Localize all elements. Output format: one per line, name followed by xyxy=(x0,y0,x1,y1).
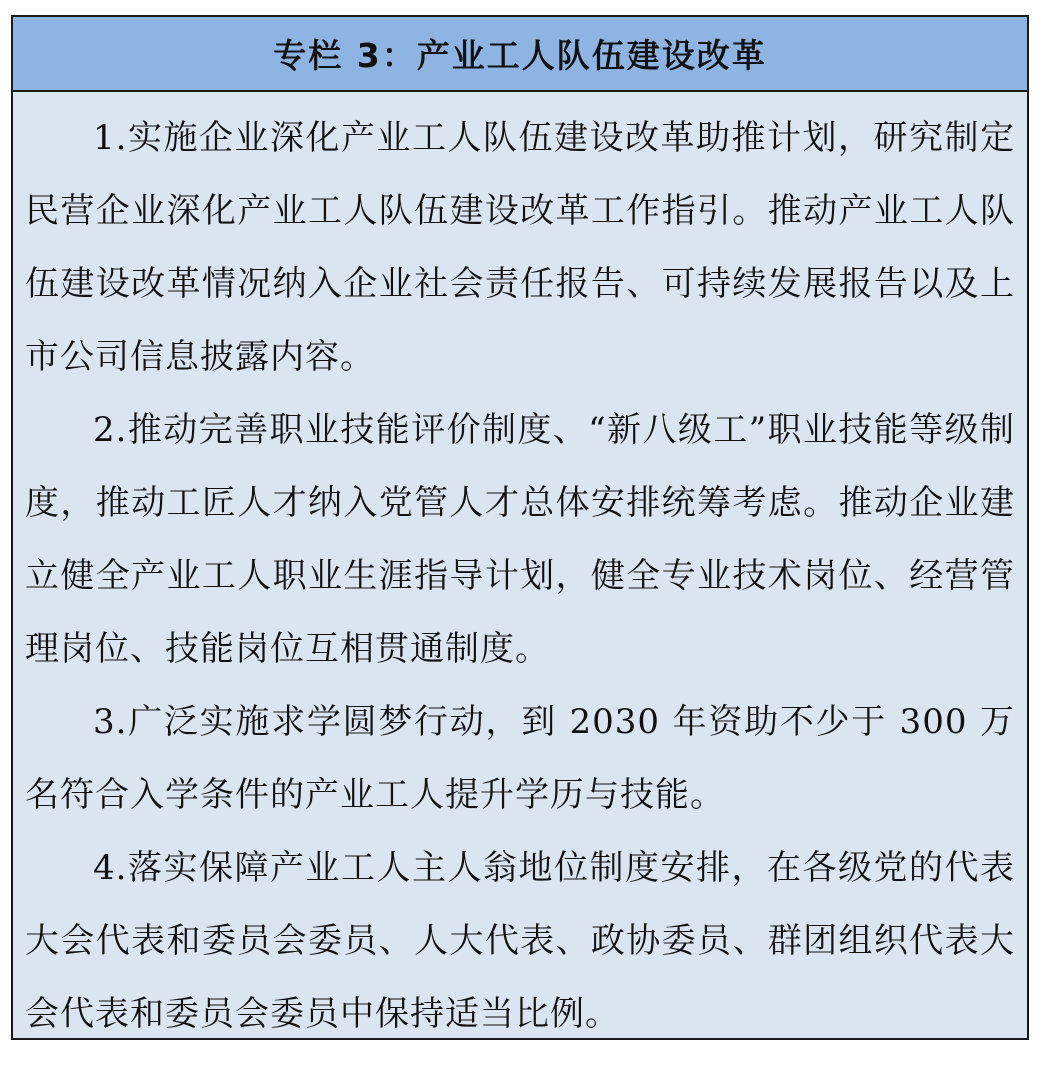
paragraph-3: 3.广泛实施求学圆梦行动，到 2030 年资助不少于 300 万名符合入学条件的产业工人提升学历与技能。 xyxy=(25,702,1015,815)
column-body xyxy=(13,92,1027,1051)
paragraph-4: 4.落实保障产业工人主人翁地位制度安排，在各级党的代表大会代表和委员会委员、人大代表、政协委员、群团组织代表大会代表和委员会委员中保持适当比例。 xyxy=(25,848,1015,1034)
paragraph-1: 1.实施企业深化产业工人队伍建设改革助推计划，研究制定民营企业深化产业工人队伍建设改革工作指引。推动产业工人队伍建设改革情况纳入企业社会责任报告、可持续发展报告以及上市公司信息披露内容。 xyxy=(25,118,1015,377)
column-header xyxy=(13,17,1027,92)
column-box xyxy=(11,15,1029,1040)
paragraph-2: 2.推动完善职业技能评价制度、“新八级工”职业技能等级制度，推动工匠人才纳入党管人才总体安排统筹考虑。推动企业建立健全产业工人职业生涯指导计划，健全专业技术岗位、经营管理岗位、技能岗位互相贯通制度。 xyxy=(25,410,1015,669)
column-title: 专栏 3：产业工人队伍建设改革 xyxy=(273,36,767,75)
